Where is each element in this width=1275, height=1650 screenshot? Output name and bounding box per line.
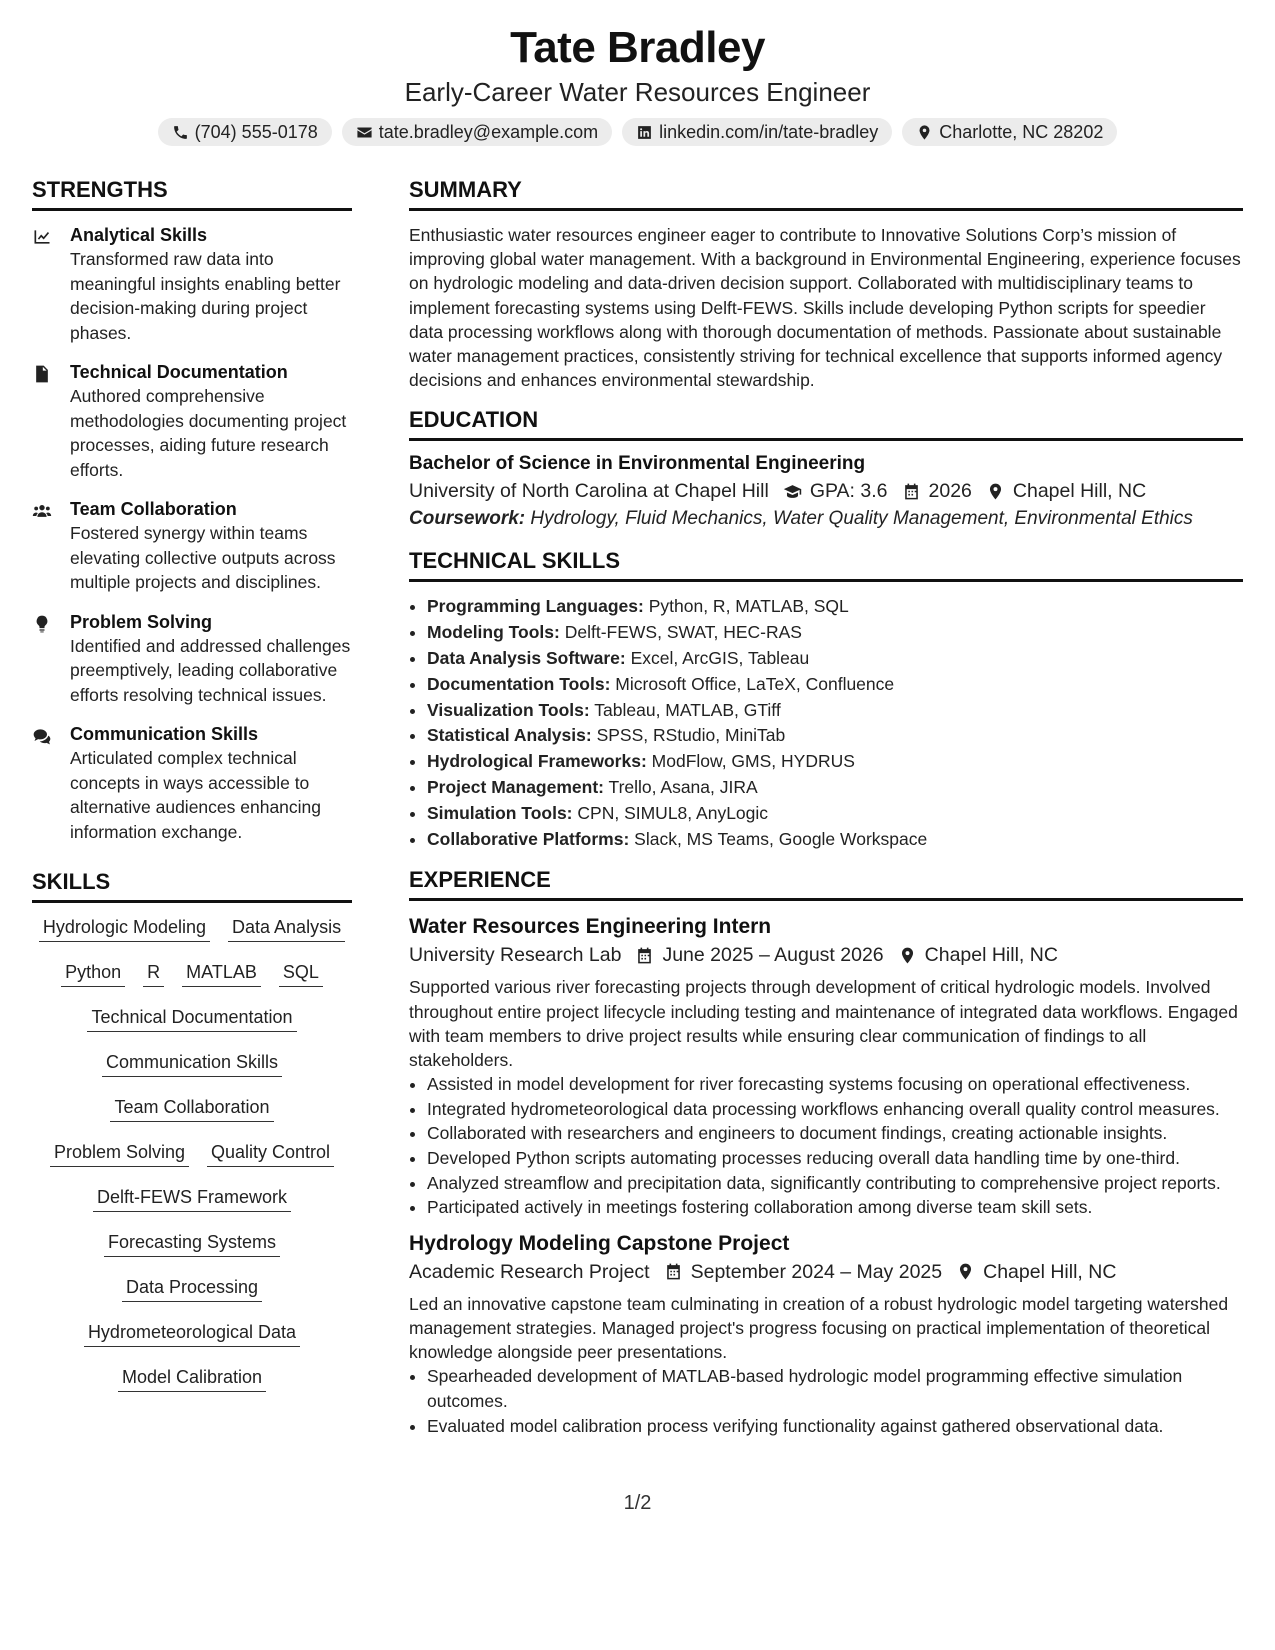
map-pin-icon xyxy=(986,482,1005,501)
document-icon xyxy=(32,364,52,384)
job-entry xyxy=(409,1230,1243,1438)
strength-title: Analytical Skills xyxy=(70,225,208,245)
list-item: • Data Analysis Software: Excel, ArcGIS, Tableau xyxy=(427,646,1243,672)
education-section xyxy=(409,406,1243,533)
job-meta xyxy=(409,1258,1243,1286)
strength-item xyxy=(32,497,352,595)
resume-body xyxy=(32,176,1243,1452)
coursework xyxy=(409,505,1243,533)
job-location: Chapel Hill, NC xyxy=(924,944,1058,967)
skill-tag: Model Calibration xyxy=(118,1365,266,1392)
list-item: • Developed Python scripts automating processes reducing overall data handling time by one-third. xyxy=(427,1146,1243,1171)
summary-section xyxy=(409,176,1243,392)
calendar-icon xyxy=(902,482,921,501)
users-icon xyxy=(32,501,52,521)
job-entry xyxy=(409,913,1243,1219)
list-item: • Simulation Tools: CPN, SIMUL8, AnyLogic xyxy=(427,801,1243,827)
school-location: Chapel Hill, NC xyxy=(1012,480,1147,503)
resume-header xyxy=(0,0,1275,146)
skill-tag: Forecasting Systems xyxy=(104,1230,280,1257)
graduation-year: 2026 xyxy=(928,480,972,503)
graduation-cap-icon xyxy=(783,482,802,501)
list-item: • Integrated hydrometeorological data processing workflows enhancing overall quality control measures. xyxy=(427,1097,1243,1122)
skill-tag: Data Processing xyxy=(122,1275,262,1302)
strength-desc: Fostered synergy within teams elevating collective outputs across multiple projects and disciplines. xyxy=(70,523,336,592)
experience-heading: EXPERIENCE xyxy=(409,866,1243,901)
strength-desc: Authored comprehensive methodologies documenting project processes, aiding future research efforts. xyxy=(70,386,347,480)
linkedin-text: linkedin.com/in/tate-bradley xyxy=(659,122,879,142)
list-item: • Collaborative Platforms: Slack, MS Teams, Google Workspace xyxy=(427,827,1243,853)
skill-tag: Data Analysis xyxy=(228,915,345,942)
strength-item xyxy=(32,722,352,844)
job-desc: Supported various river forecasting projects through development of critical hydrologic models. Involved throughout entire project lifecycle including testing and maintenance of integrated data workflows. Engaged with team members to drive project results while ensuring clear communication of findings to all stakeholders. xyxy=(409,977,1238,1070)
contact-phone[interactable] xyxy=(158,118,332,146)
contact-linkedin[interactable] xyxy=(622,118,892,146)
experience-section xyxy=(409,866,1243,1438)
skill-tag: Team Collaboration xyxy=(110,1095,273,1122)
strength-title: Communication Skills xyxy=(70,724,259,744)
list-item: • Evaluated model calibration process verifying functionality against gathered observational data. xyxy=(427,1414,1243,1439)
strength-desc: Transformed raw data into meaningful insights enabling better decision-making during project phases. xyxy=(70,249,341,343)
education-meta xyxy=(409,477,1243,505)
school-name: University of North Carolina at Chapel Hill xyxy=(409,480,769,503)
skills-tags xyxy=(32,915,352,1392)
skill-tag: Quality Control xyxy=(207,1140,334,1167)
job-dates: June 2025 – August 2026 xyxy=(662,944,884,967)
skill-tag: Communication Skills xyxy=(102,1050,282,1077)
candidate-title: Early-Career Water Resources Engineer xyxy=(404,77,871,107)
coursework-label: Coursework: xyxy=(409,508,526,530)
strength-title: Team Collaboration xyxy=(70,499,237,519)
skills-heading: SKILLS xyxy=(32,868,352,903)
candidate-name: Tate Bradley xyxy=(510,23,765,72)
list-item: • Programming Languages: Python, R, MATLAB, SQL xyxy=(427,594,1243,620)
list-item: • Analyzed streamflow and precipitation data, significantly contributing to comprehensive project reports. xyxy=(427,1171,1243,1196)
list-item: • Collaborated with researchers and engineers to document findings, creating actionable insights. xyxy=(427,1121,1243,1146)
contact-bar xyxy=(0,118,1275,146)
envelope-icon xyxy=(356,124,373,141)
job-desc: Led an innovative capstone team culminating in creation of a robust hydrologic model targeting watershed management strategies. Managed project's progress focusing on practical implementation of theoretical knowledge alongside peer presentations. xyxy=(409,1293,1229,1363)
strength-item xyxy=(32,610,352,708)
strength-title: Technical Documentation xyxy=(70,362,288,382)
location-text: Charlotte, NC 28202 xyxy=(939,122,1104,142)
skill-tag: Technical Documentation xyxy=(87,1005,296,1032)
chart-line-icon xyxy=(32,227,52,247)
skill-tag: Hydrologic Modeling xyxy=(39,915,210,942)
list-item: • Participated actively in meetings fostering collaboration among diverse team skill sets. xyxy=(427,1195,1243,1220)
list-item: • Hydrological Frameworks: ModFlow, GMS, HYDRUS xyxy=(427,749,1243,775)
list-item: • Assisted in model development for river forecasting systems focusing on operational effectiveness. xyxy=(427,1072,1243,1097)
calendar-icon xyxy=(635,946,654,965)
page-number: 1/2 xyxy=(623,1492,652,1514)
skill-tag: Hydrometeorological Data xyxy=(84,1320,300,1347)
contact-location xyxy=(902,118,1117,146)
job-location: Chapel Hill, NC xyxy=(983,1260,1117,1283)
comments-icon xyxy=(32,726,52,746)
technical-skills-heading: TECHNICAL SKILLS xyxy=(409,547,1243,582)
strength-desc: Identified and addressed challenges preemptively, leading collaborative efforts resolving technical issues. xyxy=(70,635,351,705)
job-dates: September 2024 – May 2025 xyxy=(690,1260,943,1283)
phone-text: (704) 555-0178 xyxy=(194,122,318,142)
strengths-heading: STRENGTHS xyxy=(32,176,352,211)
list-item: • Modeling Tools: Delft-FEWS, SWAT, HEC-RAS xyxy=(427,620,1243,646)
phone-icon xyxy=(172,124,189,141)
list-item: • Visualization Tools: Tableau, MATLAB, GTiff xyxy=(427,698,1243,724)
calendar-icon xyxy=(664,1262,683,1281)
left-column xyxy=(32,176,352,1452)
map-pin-icon xyxy=(898,946,917,965)
skill-tag: Delft-FEWS Framework xyxy=(93,1185,291,1212)
education-heading: EDUCATION xyxy=(409,406,1243,441)
strength-item xyxy=(32,223,352,345)
job-meta xyxy=(409,941,1243,969)
technical-skills-list xyxy=(409,594,1243,852)
degree-title: Bachelor of Science in Environmental Engineering xyxy=(409,453,866,475)
job-title: Water Resources Engineering Intern xyxy=(409,915,772,939)
list-item: • Statistical Analysis: SPSS, RStudio, MiniTab xyxy=(427,723,1243,749)
list-item: • Spearheaded development of MATLAB-based hydrologic model programming effective simulation outcomes. xyxy=(427,1364,1243,1413)
skill-tag: R xyxy=(143,960,164,987)
job-bullets xyxy=(409,1364,1243,1438)
skill-tag: Problem Solving xyxy=(50,1140,189,1167)
summary-text: Enthusiastic water resources engineer eager to contribute to Innovative Solutions Corp’s mission of improving global water management. With a background in Environmental Engineering, experience focuses on hydrologic modeling and data-driven decision support. Collaborated with multidisciplinary teams to implement forecasting systems using Delft-FEWS. Skills include developing Python scripts for speedier data processing workflows along with thorough documentation of methods. Passionate about sustainable water management practices, consistently striving for technical excellence that supports informed agency decisions and enhances environmental stewardship. xyxy=(409,225,1241,391)
skill-tag: SQL xyxy=(279,960,323,987)
lightbulb-icon xyxy=(32,614,52,634)
strength-title: Problem Solving xyxy=(70,611,213,632)
job-org: University Research Lab xyxy=(409,944,622,967)
job-bullets xyxy=(409,1072,1243,1220)
map-pin-icon xyxy=(956,1262,975,1281)
gpa-text: GPA: 3.6 xyxy=(809,480,888,503)
skill-tag: Python xyxy=(61,960,125,987)
map-pin-icon xyxy=(916,124,933,141)
email-text: tate.bradley@example.com xyxy=(378,122,599,142)
technical-skills-section xyxy=(409,547,1243,852)
strength-desc: Articulated complex technical concepts in ways accessible to alternative audiences enhancing information exchange. xyxy=(70,748,322,842)
right-column xyxy=(409,176,1243,1452)
linkedin-icon xyxy=(636,124,653,141)
list-item: • Documentation Tools: Microsoft Office, LaTeX, Confluence xyxy=(427,672,1243,698)
strength-item xyxy=(32,360,352,482)
skill-tag: MATLAB xyxy=(182,960,261,987)
list-item: • Project Management: Trello, Asana, JIRA xyxy=(427,775,1243,801)
job-title: Hydrology Modeling Capstone Project xyxy=(409,1231,790,1255)
summary-heading: SUMMARY xyxy=(409,176,1243,211)
contact-email[interactable] xyxy=(342,118,612,146)
job-org: Academic Research Project xyxy=(409,1260,650,1283)
coursework-list: Hydrology, Fluid Mechanics, Water Quality Management, Environmental Ethics xyxy=(530,508,1193,530)
